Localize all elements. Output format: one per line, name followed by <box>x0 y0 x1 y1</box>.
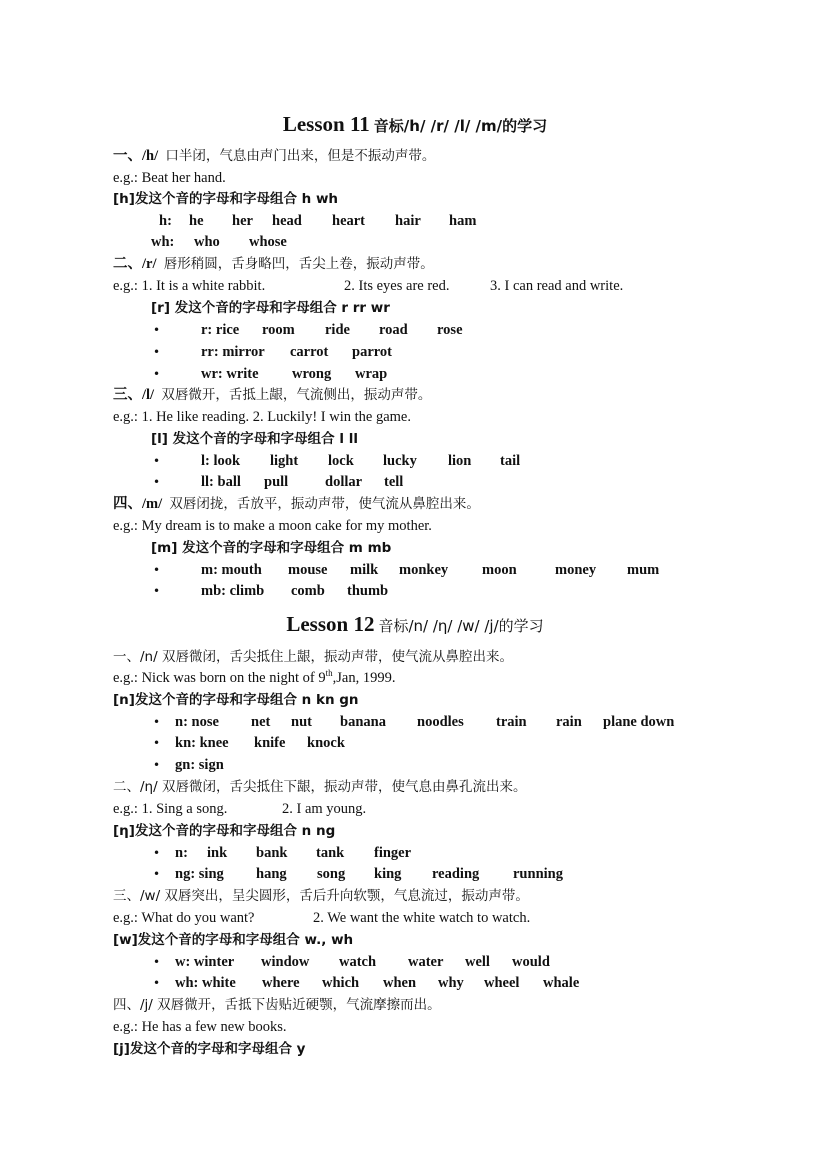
word: who <box>194 234 220 250</box>
word: comb <box>291 583 325 599</box>
m-example: e.g.: My dream is to make a moon cake for my mother. <box>113 518 432 534</box>
l-combo: [l] 发这个音的字母和字母组合 l ll <box>151 431 358 447</box>
h-heading: 一、/h/ 口半闭，气息由声门出来，但是不振动声带。 <box>113 148 436 164</box>
word: lion <box>448 453 472 469</box>
w-heading: 三、/w/ 双唇突出，呈尖圆形，舌后升向软颚，气息流过，振动声带。 <box>113 888 529 904</box>
word: ride <box>325 322 350 338</box>
h-example: e.g.: Beat her hand. <box>113 170 226 186</box>
word: song <box>317 866 346 882</box>
word: knife <box>254 735 286 751</box>
l-heading: 三、/l/ 双唇微开，舌抵上龈，气流侧出，振动声带。 <box>113 387 432 403</box>
word: wrap <box>355 366 388 382</box>
word: well <box>465 954 490 970</box>
word: r: rice <box>201 322 240 338</box>
word: rain <box>556 714 582 730</box>
word: parrot <box>352 344 393 360</box>
word: thumb <box>347 583 389 599</box>
word: water <box>408 954 444 970</box>
word: tail <box>500 453 521 469</box>
j-example: e.g.: He has a few new books. <box>113 1019 287 1035</box>
bullet: • <box>153 367 161 381</box>
bullet: • <box>153 454 161 468</box>
word: rr: mirror <box>201 344 265 360</box>
bullet: • <box>153 584 161 598</box>
r-example-1: e.g.: 1. It is a white rabbit. <box>113 278 266 294</box>
bullet: • <box>153 345 161 359</box>
word: carrot <box>290 344 329 360</box>
bullet: • <box>153 323 161 337</box>
ng-heading: 二、/η/ 双唇微闭，舌尖抵住下龈，振动声带，使气息由鼻孔流出来。 <box>113 779 527 795</box>
ng-example-2: 2. I am young. <box>282 801 367 817</box>
word: whale <box>543 975 580 991</box>
word: banana <box>340 714 386 730</box>
word: mb: climb <box>201 583 265 599</box>
word: moon <box>482 562 517 578</box>
bullet: • <box>153 715 161 729</box>
word: why <box>438 975 464 991</box>
word: wrong <box>292 366 332 382</box>
word: m: mouth <box>201 562 262 578</box>
bullet: • <box>153 563 161 577</box>
word: tank <box>316 845 345 861</box>
word: mum <box>627 562 660 578</box>
word: reading <box>432 866 480 882</box>
n-heading: 一、/n/ 双唇微闭，舌尖抵住上龈，振动声带，使气流从鼻腔出来。 <box>113 649 513 665</box>
word: l: look <box>201 453 241 469</box>
word: king <box>374 866 402 882</box>
word: n: nose <box>175 714 219 730</box>
j-heading: 四、/j/ 双唇微开，舌抵下齿贴近硬颚，气流摩擦而出。 <box>113 997 441 1013</box>
ng-combo: [η]发这个音的字母和字母组合 n ng <box>113 823 336 839</box>
word: dollar <box>325 474 363 490</box>
word: heart <box>332 213 366 229</box>
r-example-2: 2. Its eyes are red. <box>344 278 450 294</box>
word: wr: write <box>201 366 259 382</box>
word: would <box>512 954 550 970</box>
word: plane down <box>603 714 675 730</box>
r-heading: 二、/r/ 唇形稍圆，舌身略凹，舌尖上卷，振动声带。 <box>113 256 434 272</box>
bullet: • <box>153 758 161 772</box>
word: w: winter <box>175 954 235 970</box>
word: pull <box>264 474 289 490</box>
bullet: • <box>153 475 161 489</box>
word: mouse <box>288 562 328 578</box>
word: gn: sign <box>175 757 224 773</box>
l-example: e.g.: 1. He like reading. 2. Luckily! I win the game. <box>113 409 411 425</box>
ng-example-1: e.g.: 1. Sing a song. <box>113 801 228 817</box>
word: money <box>555 562 597 578</box>
word: wh: <box>151 234 175 250</box>
word: knock <box>307 735 345 751</box>
m-heading: 四、/m/ 双唇闭拢，舌放平，振动声带，使气流从鼻腔出来。 <box>113 496 480 512</box>
bullet: • <box>153 955 161 969</box>
word: he <box>189 213 204 229</box>
n-combo: [n]发这个音的字母和字母组合 n kn gn <box>113 692 359 708</box>
word: hair <box>395 213 421 229</box>
n-example: e.g.: Nick was born on the night of 9th,Jan, 1999. <box>113 668 396 686</box>
bullet: • <box>153 846 161 860</box>
word: which <box>322 975 360 991</box>
bullet: • <box>153 976 161 990</box>
r-combo: [r] 发这个音的字母和字母组合 r rr wr <box>151 300 390 316</box>
word: net <box>251 714 271 730</box>
word: road <box>379 322 408 338</box>
w-example-1: e.g.: What do you want? <box>113 910 255 926</box>
word: lock <box>328 453 354 469</box>
lesson-12-title: Lesson 12 音标/n/ /η/ /w/ /j/的学习 <box>286 612 544 636</box>
lesson-11-title: Lesson 11 音标/h/ /r/ /l/ /m/的学习 <box>282 112 548 136</box>
word: ham <box>449 213 477 229</box>
w-example-2: 2. We want the white watch to watch. <box>313 910 531 926</box>
word: milk <box>350 562 379 578</box>
word: wh: white <box>175 975 236 991</box>
word: finger <box>374 845 412 861</box>
word: bank <box>256 845 288 861</box>
word: nut <box>291 714 312 730</box>
bullet: • <box>153 867 161 881</box>
word: window <box>261 954 310 970</box>
r-example-3: 3. I can read and write. <box>490 278 624 294</box>
word: light <box>270 453 299 469</box>
word: whose <box>249 234 287 250</box>
word: where <box>262 975 300 991</box>
word: tell <box>384 474 404 490</box>
word: watch <box>339 954 377 970</box>
word: noodles <box>417 714 464 730</box>
word: ll: ball <box>201 474 241 490</box>
w-combo: [w]发这个音的字母和字母组合 w., wh <box>113 932 354 948</box>
word: running <box>513 866 563 882</box>
word: lucky <box>383 453 417 469</box>
word: head <box>272 213 302 229</box>
word: her <box>232 213 253 229</box>
j-combo: [j]发这个音的字母和字母组合 y <box>113 1041 306 1057</box>
word: room <box>262 322 295 338</box>
word: rose <box>437 322 463 338</box>
word: train <box>496 714 527 730</box>
word: n: <box>175 845 188 861</box>
word: ng: sing <box>175 866 224 882</box>
word: h: <box>159 213 172 229</box>
h-combo: [h]发这个音的字母和字母组合 h wh <box>113 191 339 207</box>
word: kn: knee <box>175 735 229 751</box>
word: wheel <box>484 975 520 991</box>
word: when <box>383 975 417 991</box>
word: ink <box>207 845 228 861</box>
bullet: • <box>153 736 161 750</box>
word: monkey <box>399 562 449 578</box>
word: hang <box>256 866 287 882</box>
m-combo: [m] 发这个音的字母和字母组合 m mb <box>151 540 392 556</box>
